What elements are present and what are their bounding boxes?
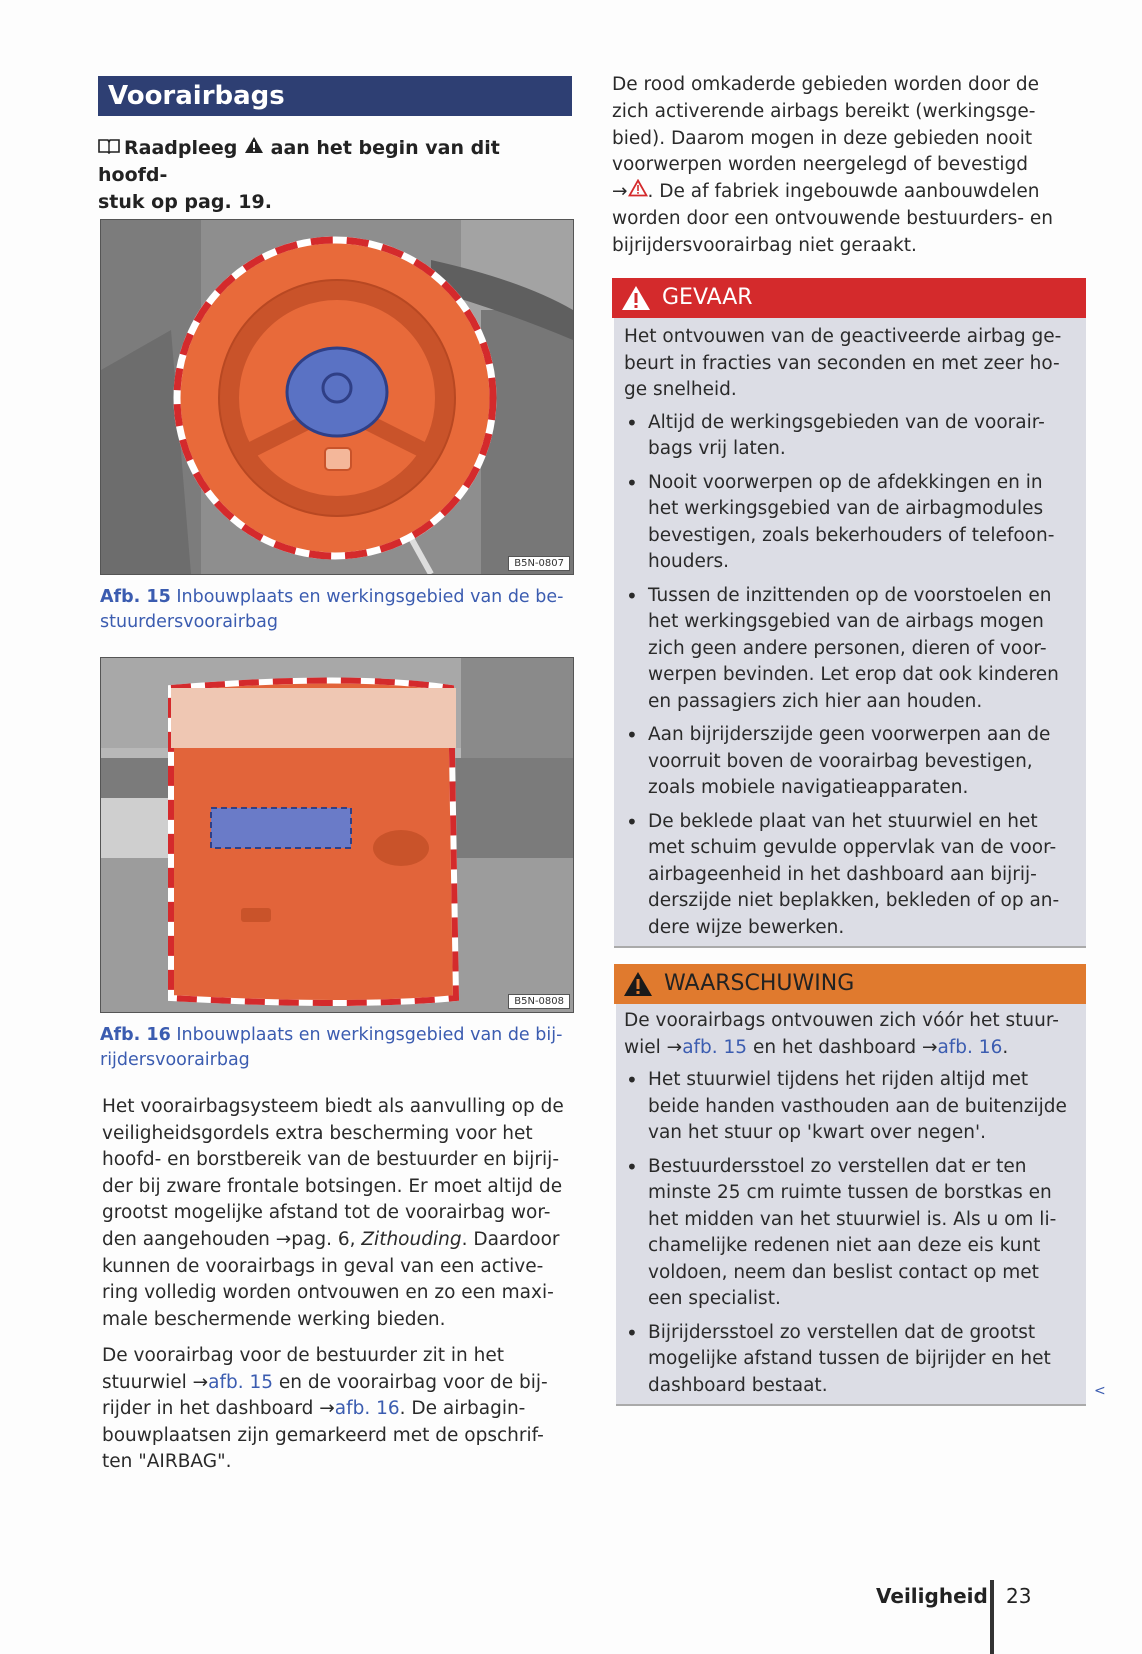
text-line: zich activerende airbags bereikt (werkingsge- xyxy=(612,100,1036,122)
warning-outline-icon[interactable] xyxy=(628,181,648,202)
text-line: De voorairbag voor de bestuurder zit in het xyxy=(102,1345,505,1366)
zithouding-link[interactable]: Zithouding xyxy=(361,1228,462,1250)
danger-triangle-icon xyxy=(620,284,652,312)
text-line: den aangehouden →pag. 6, xyxy=(102,1228,362,1250)
text-line: Het voorairbagsysteem biedt als aanvulling op de xyxy=(102,1096,564,1117)
list-item: • Aan bijrijderszijde geen voorwerpen aan de voorruit boven de voorairbag bevestigen, zoals mobiele navigatieapparaten. xyxy=(624,722,1072,802)
list-item: • Tussen de inzittenden op de voorstoelen en het werkingsgebied van de airbags mogen zich geen andere personen, dieren of voor- werpen bevinden. Let erop dat ook kinderen en passagiers zich hier aan houden. xyxy=(624,583,1072,716)
text-line: ge snelheid. xyxy=(624,379,737,400)
text-line: worden door een ontvouwende bestuurders- en xyxy=(612,207,1054,229)
afb-15-link[interactable]: afb. 15 xyxy=(682,1036,748,1058)
figure-passenger-airbag xyxy=(100,657,574,1013)
text-line: kunnen de voorairbags in geval van een active- xyxy=(102,1255,544,1277)
list-item: • Bestuurdersstoel zo verstellen dat er ten minste 25 cm ruimte tussen de borstkas en het midden van het stuurwiel is. Als u om li- chamelijke redenen niet aan deze eis kunt voldoen, neem dan beslist contact op met een specialist. xyxy=(624,1154,1072,1313)
text-line: ten "AIRBAG". xyxy=(102,1451,232,1473)
afb-16-link[interactable]: afb. 16 xyxy=(937,1036,1003,1058)
warning-box xyxy=(616,1004,1086,1406)
book-icon xyxy=(98,135,124,162)
afb-15-link[interactable]: afb. 15 xyxy=(208,1371,274,1393)
text-line: De voorairbags ontvouwen zich vóór het stuur- xyxy=(624,1010,1059,1031)
figure-15-label: Afb. 15 xyxy=(100,587,171,607)
danger-header xyxy=(612,278,1086,318)
text-line: rijder in het dashboard → xyxy=(102,1398,335,1420)
warning-title: WAARSCHUWING xyxy=(664,971,855,996)
warning-triangle-icon xyxy=(244,137,264,159)
text-line: veiligheidsgordels extra bescherming voor het xyxy=(102,1122,533,1144)
body-paragraph-2 xyxy=(102,1343,578,1476)
dashboard-illustration xyxy=(101,658,573,1012)
afb-16-link[interactable]: afb. 16 xyxy=(334,1398,400,1420)
steering-wheel-illustration xyxy=(101,220,573,574)
figure-16-caption xyxy=(100,1023,570,1073)
body-paragraph-1 xyxy=(102,1094,578,1333)
footer-section-label: Veiligheid xyxy=(876,1584,988,1608)
text-line: stuurwiel → xyxy=(102,1371,209,1393)
text-line: beurt in fracties van seconden en met zeer ho- xyxy=(624,352,1060,374)
figure-code: B5N-0808 xyxy=(508,994,570,1009)
danger-list xyxy=(624,410,1072,942)
list-item: • Het stuurwiel tijdens het rijden altijd met beide handen vasthouden aan de buitenzijde van het stuur op 'kwart over negen'. xyxy=(624,1067,1072,1147)
text-line: bouwplaatsen zijn gemarkeerd met de opschrif- xyxy=(102,1424,544,1446)
figure-steering-wheel-airbag xyxy=(100,219,574,575)
text-line: Het ontvouwen van de geactiveerde airbag ge- xyxy=(624,326,1062,347)
text-line: en de voorairbag voor de bij- xyxy=(273,1371,548,1393)
figure-code: B5N-0807 xyxy=(508,556,570,571)
danger-title: GEVAAR xyxy=(662,285,753,310)
reference-text-1: aan het begin van dit hoofd- xyxy=(98,137,500,186)
text-line: bijrijdersvoorairbag niet geraakt. xyxy=(612,234,917,256)
list-item: • Altijd de werkingsgebieden van de voorair- bags vrij laten. xyxy=(624,410,1072,463)
text-line: De rood omkaderde gebieden worden door de xyxy=(612,74,1040,95)
figure-15-caption-text-1: Inbouwplaats en werkingsgebied van de be- xyxy=(176,587,564,607)
section-title: Voorairbags xyxy=(98,76,572,116)
figure-15-caption-text-2: stuurdersvoorairbag xyxy=(100,612,278,632)
text-line: hoofd- en borstbereik van de bestuurder en bijrij- xyxy=(102,1149,559,1171)
warning-list xyxy=(624,1067,1072,1399)
text-line: grootst mogelijke afstand tot de voorairbag wor- xyxy=(102,1202,551,1224)
right-intro-paragraph xyxy=(612,72,1088,260)
figure-16-caption-text-2: rijdersvoorairbag xyxy=(100,1050,250,1070)
text-line: der bij zware frontale botsingen. Er moet altijd de xyxy=(102,1175,563,1197)
list-item: • Nooit voorwerpen op de afdekkingen en in het werkingsgebied van de airbagmodules bevestigen, zoals bekerhouders of telefoon- houders. xyxy=(624,470,1072,576)
list-item: • Bijrijdersstoel zo verstellen dat de grootst mogelijke afstand tussen de bijrijder en het dashboard bestaat. xyxy=(624,1320,1072,1400)
figure-16-caption-text-1: Inbouwplaats en werkingsgebied van de bij- xyxy=(176,1025,563,1045)
text-line: . De af fabriek ingebouwde aanbouwdelen xyxy=(647,181,1040,203)
continue-marker[interactable]: < xyxy=(1094,1383,1106,1399)
text-line: wiel → xyxy=(624,1036,683,1058)
text-line: bied). Daarom mogen in deze gebieden nooit xyxy=(612,127,1033,149)
reference-note xyxy=(98,135,568,216)
text-line: . De airbagin- xyxy=(399,1398,526,1420)
footer-divider xyxy=(990,1580,994,1654)
text-line: en het dashboard → xyxy=(747,1036,938,1058)
reference-prefix: Raadpleeg xyxy=(124,137,238,159)
figure-16-label: Afb. 16 xyxy=(100,1025,171,1045)
text-line: . Daardoor xyxy=(461,1228,560,1250)
text-line: male beschermende werking bieden. xyxy=(102,1308,446,1330)
warning-triangle-icon xyxy=(622,970,654,998)
text-line: . xyxy=(1002,1036,1009,1058)
warning-header xyxy=(614,964,1086,1004)
reference-text-2: stuk op pag. 19. xyxy=(98,191,272,213)
figure-15-caption xyxy=(100,585,570,635)
page-number: 23 xyxy=(1006,1584,1032,1608)
list-item: • De beklede plaat van het stuurwiel en het met schuim gevulde oppervlak van de voor- airbageenheid in het dashboard aan bijrij- derszijde niet beplakken, bekleden of op an- dere wijze bewerken. xyxy=(624,809,1072,942)
text-line: voorwerpen worden neergelegd of bevestigd xyxy=(612,154,1028,176)
danger-box xyxy=(614,318,1086,948)
text-line: → xyxy=(612,181,628,203)
text-line: ring volledig worden ontvouwen en zo een maxi- xyxy=(102,1282,554,1304)
